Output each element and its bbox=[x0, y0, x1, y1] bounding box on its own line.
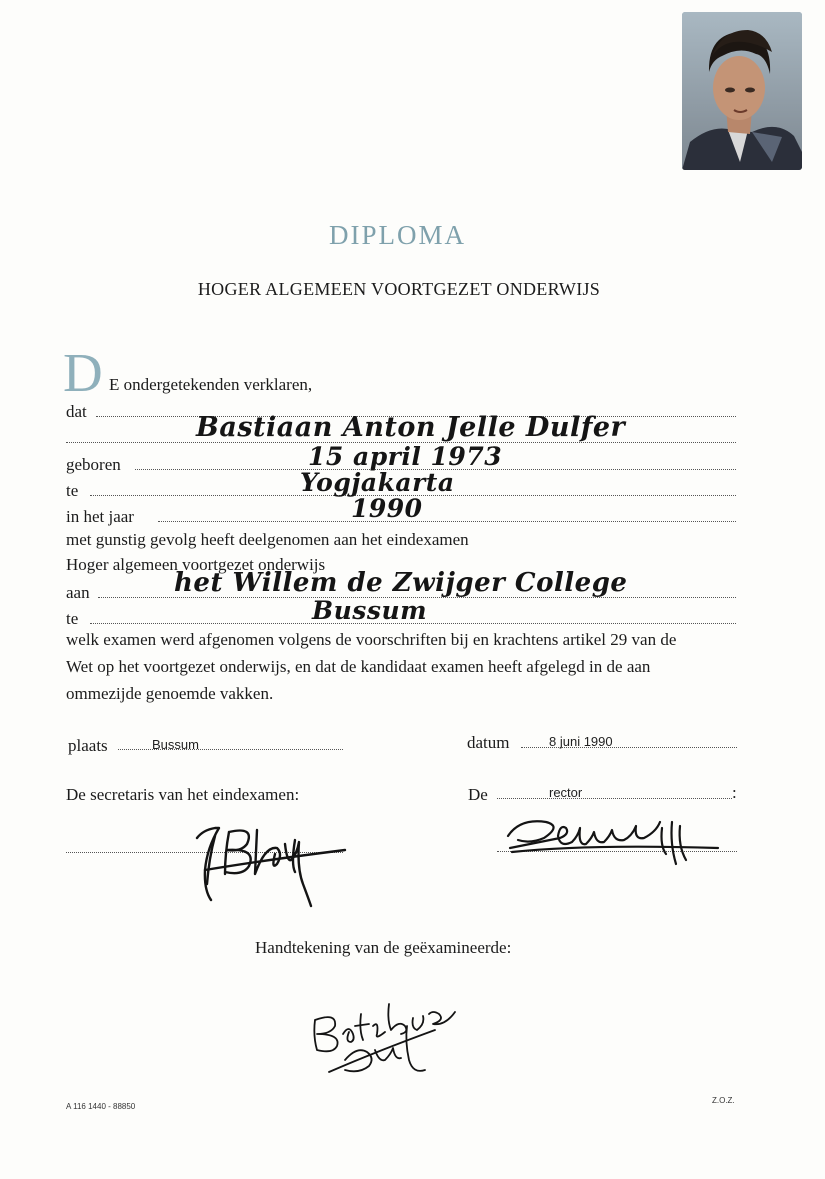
portrait-photo bbox=[682, 12, 802, 170]
label-handtekening: Handtekening van de geëxamineerde: bbox=[255, 938, 512, 957]
label-aan: aan bbox=[66, 583, 90, 602]
birth-date: 15 april 1973 bbox=[308, 442, 503, 471]
dropcap-letter: D bbox=[63, 342, 103, 403]
school-name: het Willem de Zwijger College bbox=[174, 568, 628, 598]
school-place: Bussum bbox=[312, 596, 428, 625]
colon: : bbox=[732, 783, 737, 802]
intro-text: E ondergetekenden verklaren, bbox=[109, 375, 313, 394]
exam-year: 1990 bbox=[351, 494, 423, 523]
label-de: De bbox=[468, 785, 488, 804]
document-code: A 116 1440 - 88850 bbox=[66, 1102, 136, 1111]
label-jaar: in het jaar bbox=[66, 507, 134, 526]
label-geboren: geboren bbox=[66, 455, 121, 474]
candidate-name: Bastiaan Anton Jelle Dulfer bbox=[196, 412, 626, 443]
paragraph-line-2: Wet op het voortgezet onderwijs, en dat de kandidaat examen heeft afgelegd in de aan bbox=[66, 657, 651, 676]
plaats-value: Bussum bbox=[152, 737, 199, 752]
dotted-line bbox=[497, 798, 732, 799]
document-title: DIPLOMA bbox=[328, 220, 466, 250]
paragraph-line-1: welk examen werd afgenomen volgens de voorschriften bij en krachtens artikel 29 van de bbox=[66, 630, 677, 649]
label-dat: dat bbox=[66, 402, 87, 421]
rector-value: rector bbox=[549, 785, 583, 800]
label-te-1: te bbox=[66, 481, 79, 500]
signature-secretaris-icon bbox=[185, 808, 355, 908]
birth-place: Yogjakarta bbox=[300, 468, 455, 497]
zoz-mark: Z.O.Z. bbox=[712, 1096, 735, 1105]
paragraph-line-3: ommezijde genoemde vakken. bbox=[66, 684, 274, 703]
text-gevolg: met gunstig gevolg heeft deelgenomen aan het eindexamen bbox=[66, 530, 469, 549]
label-plaats: plaats bbox=[68, 736, 108, 755]
signature-candidate-icon bbox=[305, 990, 475, 1080]
datum-value: 8 juni 1990 bbox=[549, 734, 613, 749]
portrait-icon bbox=[682, 12, 802, 170]
label-secretaris: De secretaris van het eindexamen: bbox=[66, 785, 300, 804]
label-datum: datum bbox=[467, 733, 510, 752]
dotted-line bbox=[158, 521, 736, 522]
label-te-2: te bbox=[66, 609, 79, 628]
document-subtitle: HOGER ALGEMEEN VOORTGEZET ONDERWIJS bbox=[197, 279, 601, 299]
signature-rector-icon bbox=[500, 808, 730, 874]
text-onderwijs: Hoger algemeen voortgezet onderwijs bbox=[66, 555, 326, 574]
